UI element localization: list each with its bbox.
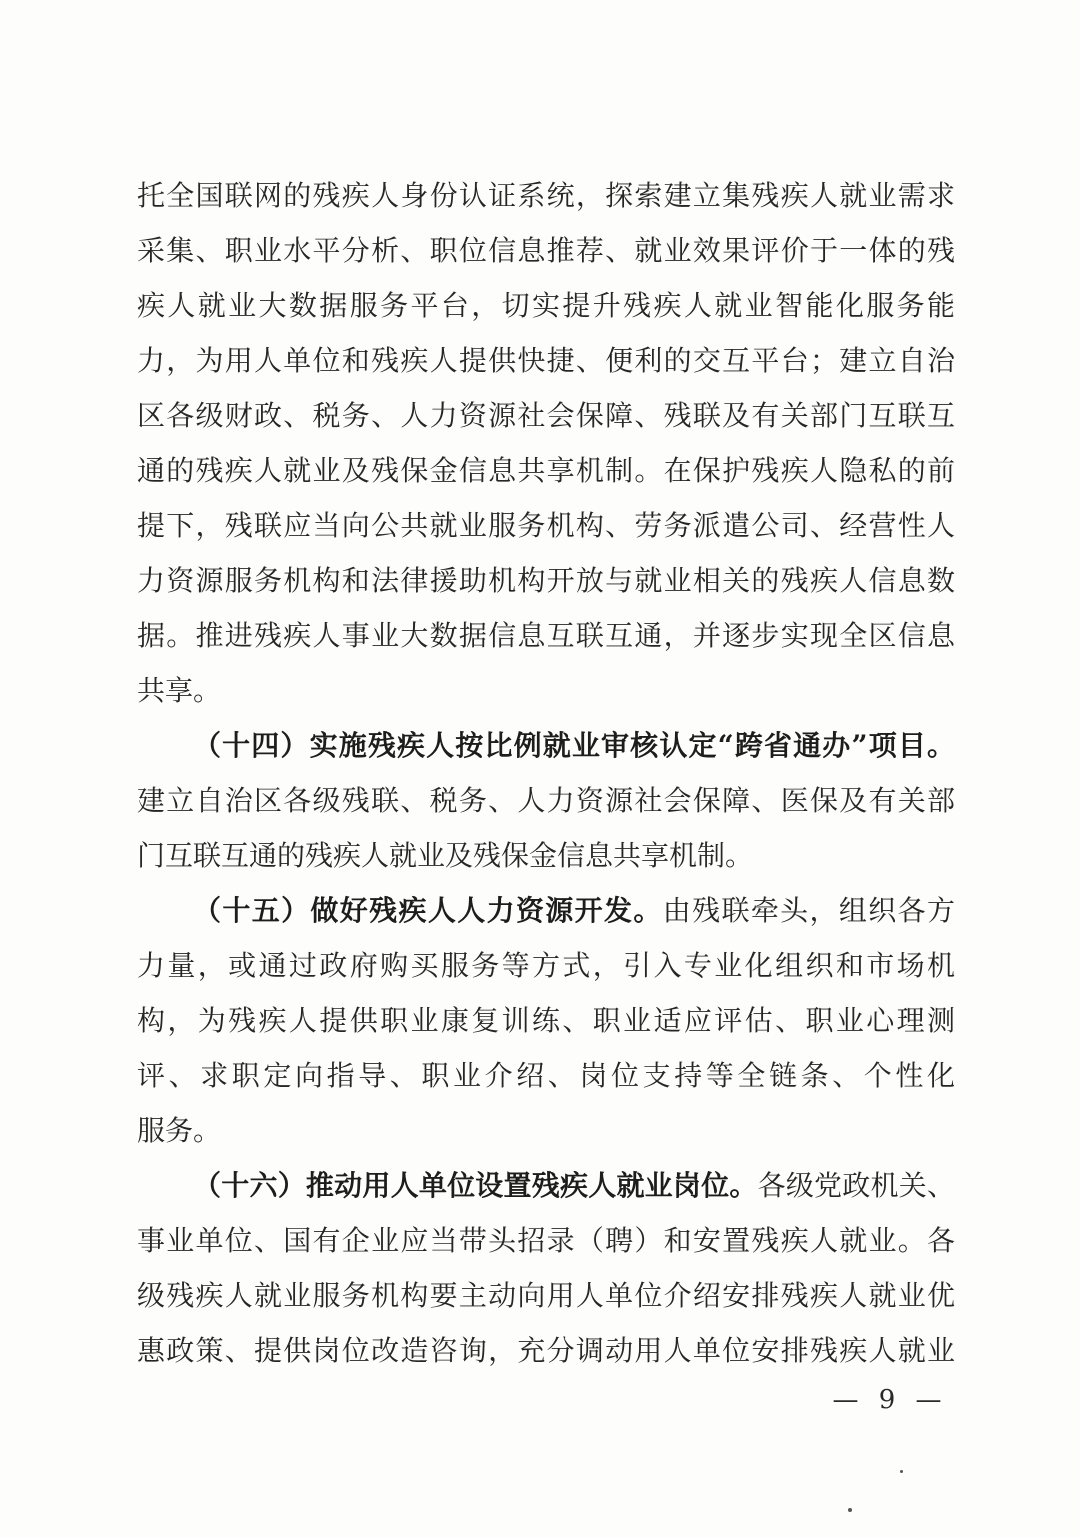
text-line: 力资源服务机构和法律援助机构开放与就业相关的残疾人信息数	[137, 564, 955, 597]
text-line: 惠政策、提供岗位改造咨询，充分调动用人单位安排残疾人就业	[137, 1334, 955, 1367]
section-heading: （十四）实施残疾人按比例就业审核认定“跨省通办”项目。	[193, 729, 955, 762]
page-number: — 9 —	[832, 1385, 948, 1415]
text-line: 构，为残疾人提供职业康复训练、职业适应评估、职业心理测	[137, 1004, 955, 1037]
text-line: 区各级财政、税务、人力资源社会保障、残联及有关部门互联互	[137, 399, 955, 432]
heading-line-rest: 由残联牵头，组织各方	[662, 894, 955, 927]
document-body	[137, 168, 955, 1378]
text-line: 事业单位、国有企业应当带头招录（聘）和安置残疾人就业。各	[137, 1224, 955, 1257]
text-line: 据。推进残疾人事业大数据信息互联互通，并逐步实现全区信息	[137, 619, 955, 652]
text-line: 评、求职定向指导、职业介绍、岗位支持等全链条、个性化	[137, 1059, 955, 1092]
section-16-heading-line	[137, 1158, 955, 1213]
text-line: 通的残疾人就业及残保金信息共享机制。在保护残疾人隐私的前	[137, 454, 955, 487]
text-line: 共享。	[137, 674, 222, 707]
text-line: 力，为用人单位和残疾人提供快捷、便利的交互平台；建立自治	[137, 344, 955, 377]
scan-speck	[900, 1470, 903, 1473]
text-line: 建立自治区各级残联、税务、人力资源社会保障、医保及有关部	[137, 784, 955, 817]
text-line: 门互联互通的残疾人就业及残保金信息共享机制。	[137, 839, 754, 872]
text-line: 提下，残联应当向公共就业服务机构、劳务派遣公司、经营性人	[137, 509, 955, 542]
text-line: 采集、职业水平分析、职位信息推荐、就业效果评价于一体的残	[137, 234, 955, 267]
scan-speck	[848, 1508, 852, 1512]
text-line: 服务。	[137, 1114, 222, 1147]
section-14-heading-line	[137, 718, 955, 773]
heading-line-rest: 各级党政机关、	[757, 1169, 955, 1202]
text-line: 级残疾人就业服务机构要主动向用人单位介绍安排残疾人就业优	[137, 1279, 955, 1312]
text-line: 力量，或通过政府购买服务等方式，引入专业化组织和市场机	[137, 949, 955, 982]
section-15-heading-line	[137, 883, 955, 938]
section-heading: （十六）推动用人单位设置残疾人就业岗位。	[193, 1169, 758, 1202]
section-heading: （十五）做好残疾人人力资源开发。	[193, 894, 663, 927]
text-line: 疾人就业大数据服务平台，切实提升残疾人就业智能化服务能	[137, 289, 955, 322]
text-line: 托全国联网的残疾人身份认证系统，探索建立集残疾人就业需求	[137, 179, 955, 212]
